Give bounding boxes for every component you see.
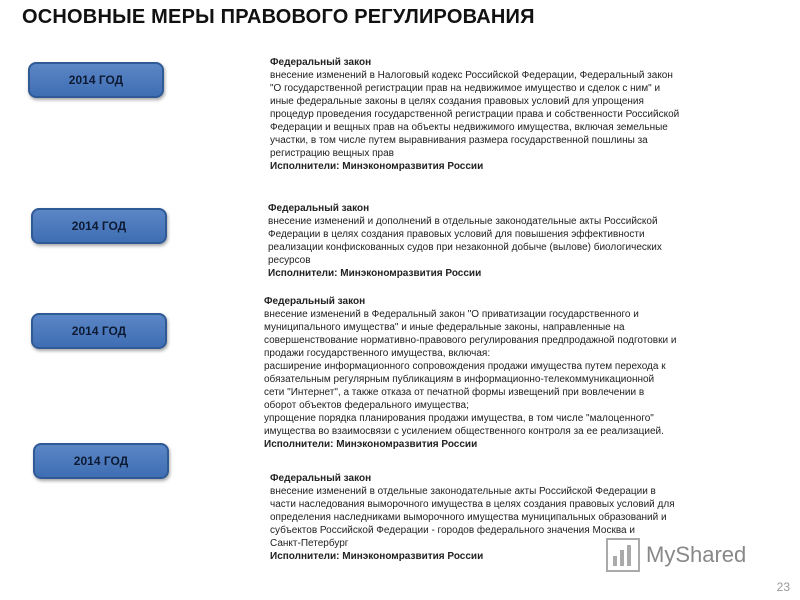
executor: Исполнители: Минэкономразвития России xyxy=(270,551,484,562)
law-type: Федеральный закон xyxy=(268,203,370,214)
law-type: Федеральный закон xyxy=(264,296,366,307)
watermark xyxy=(606,538,746,572)
measure-block-2 xyxy=(268,202,738,280)
executor: Исполнители: Минэкономразвития России xyxy=(264,439,478,450)
watermark-text: MyShared xyxy=(646,542,747,567)
measure-block-1 xyxy=(270,56,740,173)
page-number: 23 xyxy=(776,580,790,594)
bar-chart-logo-icon xyxy=(606,538,640,572)
law-type: Федеральный закон xyxy=(270,57,372,68)
executor: Исполнители: Минэкономразвития России xyxy=(268,268,482,279)
measure-block-3 xyxy=(264,295,744,451)
year-button-4[interactable]: 2014 ГОД xyxy=(33,443,169,479)
measure-text: внесение изменений в Федеральный закон "О приватизации государственного и муниципального имущества" и иные федеральные законы, направленные на совершенствование нормативно-правового регулирования предпродажной подготовки и продажи государственного имущества, включая: расширение информационного сопровождения продажи имущества путем перехода к обязательным регулярным публикациям в информационно-телекоммуникационной сети "Интернет", а также отказа от печатной формы извещений при вовлечении в оборот объектов федерального имущества; упрощение порядка планирования продажи имущества, в том числе "малоценного" имущества во взаимосвязи с усилением общественного контроля за ее реализацией. xyxy=(264,309,677,437)
measure-text: внесение изменений и дополнений в отдельные законодательные акты Российской Федерации в целях создания правовых условий для повышения эффективности реализации конфискованных судов при незаконной добыче (вылове) биологических ресурсов xyxy=(268,216,662,266)
page-title: ОСНОВНЫЕ МЕРЫ ПРАВОВОГО РЕГУЛИРОВАНИЯ xyxy=(22,6,535,28)
law-type: Федеральный закон xyxy=(270,473,372,484)
year-button-3[interactable]: 2014 ГОД xyxy=(31,313,167,349)
executor: Исполнители: Минэкономразвития России xyxy=(270,161,484,172)
year-button-2[interactable]: 2014 ГОД xyxy=(31,208,167,244)
measure-text: внесение изменений в Налоговый кодекс Российской Федерации, Федеральный закон "О государственной регистрации прав на недвижимое имущество и сделок с ним" и иные федеральные законы в целях создания правовых условий для упрощения процедур проведения государственной регистрации права и собственности Российской Федерации и вещных прав на объекты недвижимого имущества, включая земельные участки, в том числе путем выравнивания размера государственной пошлины за регистрацию вещных прав xyxy=(270,70,680,159)
year-button-1[interactable]: 2014 ГОД xyxy=(28,62,164,98)
measure-text: внесение изменений в отдельные законодательные акты Российской Федерации в части наследования выморочного имущества в целях создания правовых условий для определения наследниками выморочного имущества муниципальных образований и субъектов Российской Федерации - городов федерального значения Москва и Санкт-Петербург xyxy=(270,486,675,549)
